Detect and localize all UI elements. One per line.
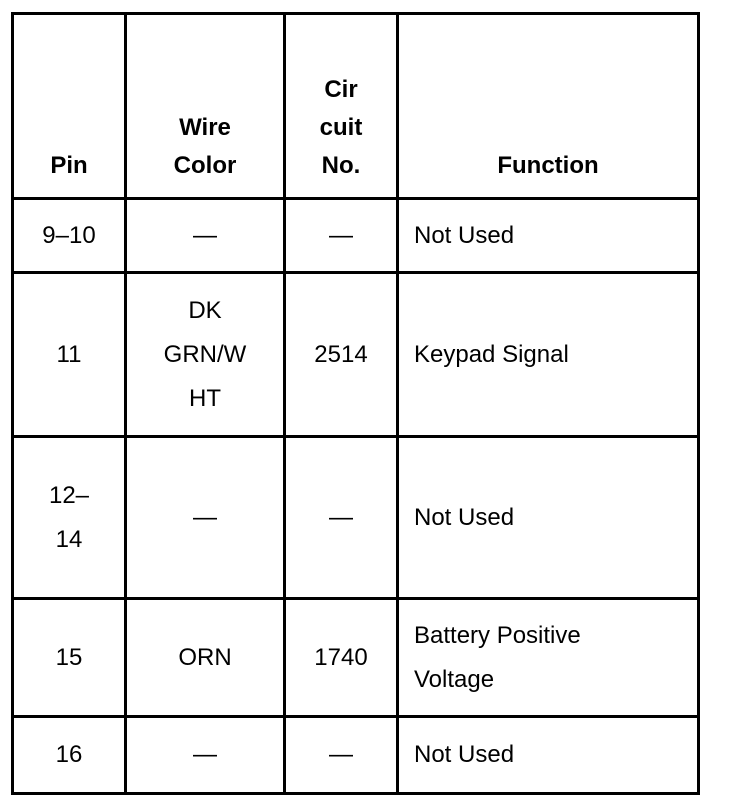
circuit-no-cell: —	[285, 717, 398, 794]
pin-line-2: 14	[55, 525, 83, 553]
wire-color-value: —	[193, 221, 217, 249]
circuit-no-cell: 1740	[285, 599, 398, 717]
pin-cell	[13, 599, 126, 717]
wire-color-line-3: HT	[189, 384, 221, 412]
wire-color-cell	[126, 199, 285, 273]
header-wire-color	[126, 14, 285, 199]
function-line-1: Battery Positive	[414, 621, 581, 649]
function-line-2: Voltage	[414, 665, 495, 693]
circuit-no-cell: —	[285, 437, 398, 599]
wire-color-value: —	[193, 503, 217, 531]
pin-value: 16	[55, 741, 83, 768]
wire-color-line-1: DK	[188, 296, 222, 324]
table-row	[13, 599, 699, 717]
circuit-no-cell: 2514	[285, 273, 398, 437]
pin-line-1: 12–	[48, 481, 90, 509]
function-value: Not Used	[414, 741, 515, 768]
wire-color-cell	[126, 717, 285, 794]
function-cell	[398, 199, 699, 273]
table-row	[13, 437, 699, 599]
pinout-table	[11, 12, 700, 795]
pin-cell	[13, 717, 126, 794]
function-cell	[398, 273, 699, 437]
header-circuit-no-line-3: No.	[321, 152, 361, 179]
wire-color-cell	[126, 599, 285, 717]
function-cell	[398, 437, 699, 599]
header-circuit-no-line-2: cuit	[319, 114, 363, 141]
header-pin	[13, 14, 126, 199]
table-row	[13, 717, 699, 794]
function-cell	[398, 599, 699, 717]
header-circuit-no	[285, 14, 398, 199]
function-value: Not Used	[414, 221, 515, 249]
header-pin-label: Pin	[50, 152, 88, 179]
pin-cell	[13, 199, 126, 273]
pin-cell	[13, 437, 126, 599]
header-row	[13, 14, 699, 199]
header-function	[398, 14, 699, 199]
table-row	[13, 199, 699, 273]
header-wire-color-line-2: Color	[173, 152, 237, 179]
pin-value: 11	[56, 340, 82, 368]
pin-cell	[13, 273, 126, 437]
header-circuit-no-line-1: Cir	[324, 76, 358, 103]
wire-color-line-2: GRN/W	[163, 340, 247, 368]
wire-color-cell	[126, 437, 285, 599]
wire-color-cell	[126, 273, 285, 437]
wire-color-value: —	[193, 741, 217, 768]
pin-value: 9–10	[42, 221, 96, 249]
function-cell	[398, 717, 699, 794]
header-function-label: Function	[497, 152, 599, 179]
function-value: Not Used	[414, 503, 515, 531]
header-wire-color-line-1: Wire	[179, 114, 231, 141]
pin-value: 15	[55, 643, 83, 671]
function-value: Keypad Signal	[414, 340, 569, 368]
wire-color-value: ORN	[178, 643, 232, 671]
table-row	[13, 273, 699, 437]
circuit-no-cell: —	[285, 199, 398, 273]
